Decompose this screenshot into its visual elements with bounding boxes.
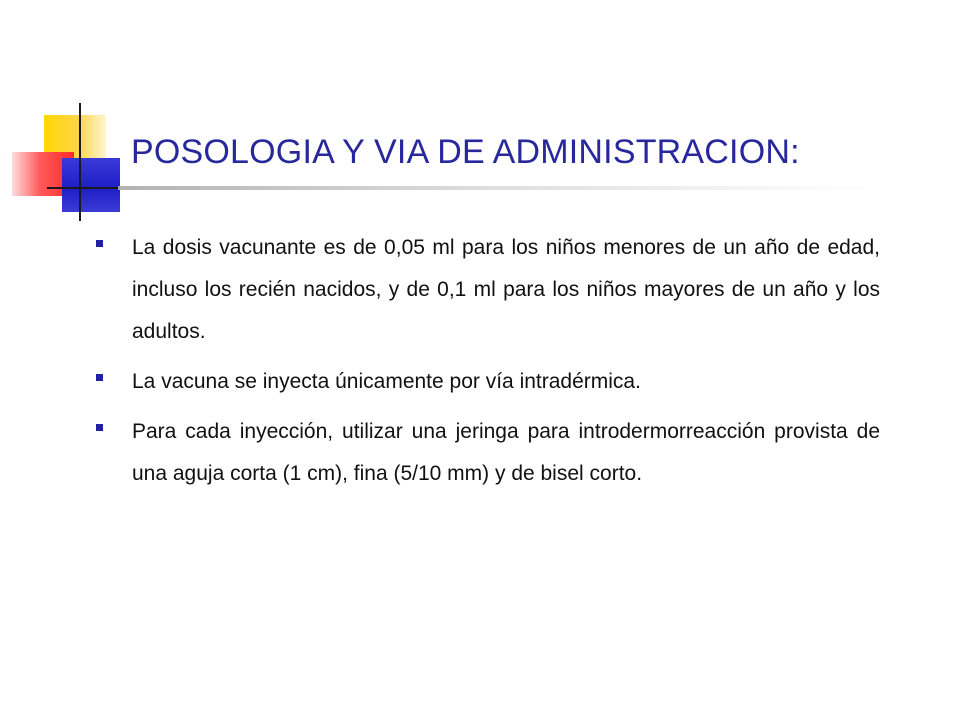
slide-title: POSOLOGIA Y VIA DE ADMINISTRACION: bbox=[131, 133, 800, 171]
bullet-item-dosage bbox=[96, 227, 880, 353]
bullet-text-syringe: Para cada inyección, utilizar una jeringa para introdermorreacción provista de una aguja corta (1 cm), fina (5/10 mm) y de bisel corto. bbox=[132, 420, 880, 485]
ornament-blue-square bbox=[62, 158, 120, 212]
square-bullet-icon bbox=[96, 374, 103, 381]
ornament-horizontal-line bbox=[47, 187, 120, 189]
ornament-vertical-line bbox=[79, 103, 81, 221]
title-underline-rule bbox=[118, 186, 868, 190]
bullet-item-route bbox=[96, 361, 880, 403]
square-bullet-icon bbox=[96, 424, 103, 431]
square-bullet-icon bbox=[96, 240, 103, 247]
bullet-text-route: La vacuna se inyecta únicamente por vía intradérmica. bbox=[132, 370, 641, 393]
bullet-list bbox=[96, 227, 880, 503]
bullet-text-dosage: La dosis vacunante es de 0,05 ml para los niños menores de un año de edad, incluso los recién nacidos, y de 0,1 ml para los niños mayores de un año y los adultos. bbox=[132, 236, 880, 343]
bullet-item-syringe bbox=[96, 411, 880, 495]
